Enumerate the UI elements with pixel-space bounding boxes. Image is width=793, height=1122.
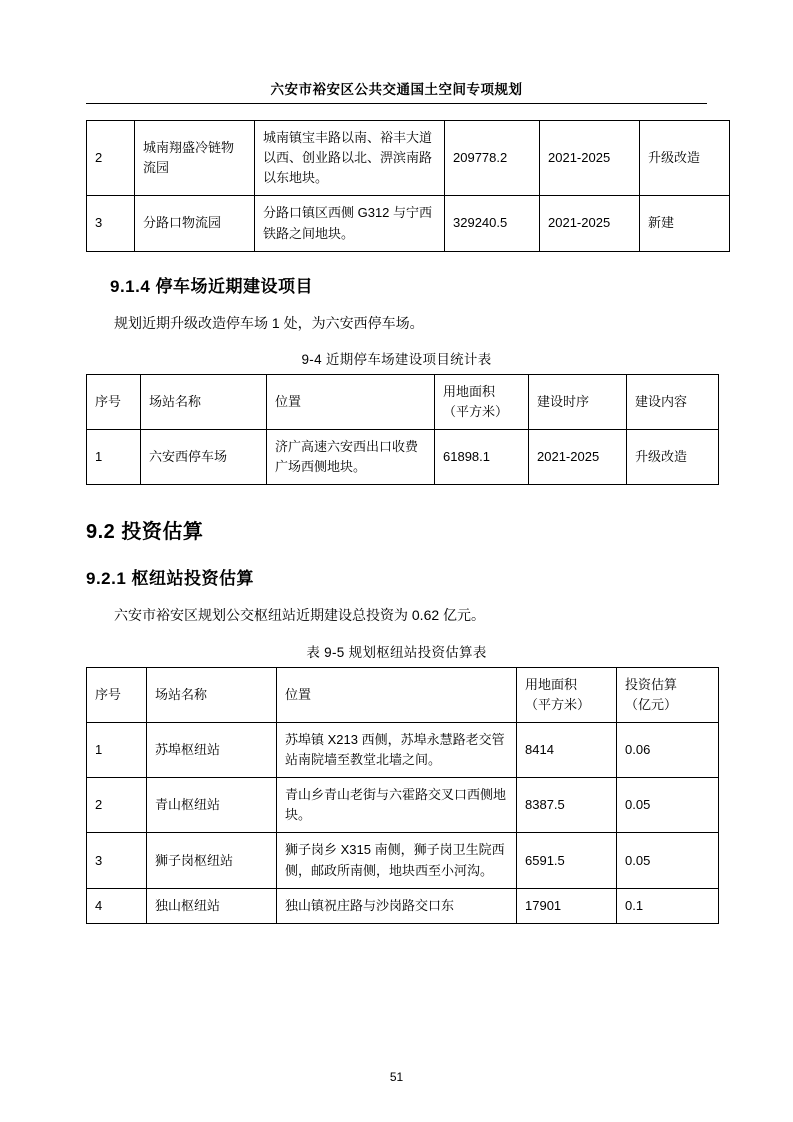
cell-location: 独山镇祝庄路与沙岗路交口东 [277,888,517,923]
cell-area: 8414 [517,722,617,777]
table-row [87,121,730,196]
page-header: 六安市裕安区公共交通国土空间专项规划 [86,78,707,104]
cell-location: 青山乡青山老街与六霍路交叉口西侧地块。 [277,778,517,833]
cell-name: 独山枢纽站 [147,888,277,923]
col-area-line2: （平方米） [525,696,591,712]
cell-invest: 0.05 [617,778,719,833]
col-name: 场站名称 [147,667,277,722]
cell-invest: 0.1 [617,888,719,923]
cell-area: 329240.5 [445,196,540,251]
table-header-row [87,374,719,429]
table-row [87,778,719,833]
paragraph-hub-investment-intro: 六安市裕安区规划公交枢纽站近期建设总投资为 0.62 亿元。 [114,607,486,624]
cell-area: 17901 [517,888,617,923]
header-spacer [86,104,707,120]
col-area [517,667,617,722]
table-logistics-projects-continued [86,120,730,252]
cell-name: 青山枢纽站 [147,778,277,833]
cell-name: 分路口物流园 [135,196,255,251]
cell-content: 升级改造 [627,430,719,485]
col-area-line2: （平方米） [443,404,509,420]
section-heading-9-2: 9.2 投资估算 [86,521,204,544]
cell-content: 新建 [640,196,730,251]
cell-location: 城南镇宝丰路以南、裕丰大道以西、创业路以北、淠滨南路以东地块。 [255,121,445,196]
table-caption-9-5: 表 9-5 规划枢纽站投资估算表 [306,644,487,660]
cell-name: 狮子岗枢纽站 [147,833,277,888]
col-invest-line2: （亿元） [625,696,678,712]
table-header-row [87,667,719,722]
col-location: 位置 [277,667,517,722]
cell-period: 2021-2025 [540,121,640,196]
cell-location: 分路口镇区西侧 G312 与宁西铁路之间地块。 [255,196,445,251]
col-name: 场站名称 [141,374,267,429]
col-content: 建设内容 [627,374,719,429]
cell-area: 61898.1 [435,430,529,485]
page-number: 51 [389,1070,404,1084]
cell-area: 8387.5 [517,778,617,833]
table-row [87,722,719,777]
cell-name: 六安西停车场 [141,430,267,485]
cell-no: 3 [87,196,135,251]
section-heading-9-1-4: 9.1.4 停车场近期建设项目 [110,276,314,296]
table-row [87,196,730,251]
cell-no: 3 [87,833,147,888]
cell-invest: 0.06 [617,722,719,777]
table-hub-investment [86,667,719,924]
cell-no: 1 [87,722,147,777]
cell-name: 城南翔盛冷链物流园 [135,121,255,196]
col-no: 序号 [87,667,147,722]
cell-no: 2 [87,778,147,833]
cell-no: 4 [87,888,147,923]
cell-location: 苏埠镇 X213 西侧，苏埠永慧路老交管站南院墙至教堂北墙之间。 [277,722,517,777]
col-location: 位置 [267,374,435,429]
table-parking-projects [86,374,719,486]
col-period: 建设时序 [529,374,627,429]
table-row [87,888,719,923]
cell-no: 2 [87,121,135,196]
table-caption-9-4: 9-4 近期停车场建设项目统计表 [301,351,492,367]
cell-period: 2021-2025 [540,196,640,251]
table-row [87,833,719,888]
cell-content: 升级改造 [640,121,730,196]
cell-area: 6591.5 [517,833,617,888]
col-invest-line1: 投资估算 [625,676,678,692]
col-area-line1: 用地面积 [525,676,578,692]
cell-no: 1 [87,430,141,485]
cell-invest: 0.05 [617,833,719,888]
cell-name: 苏埠枢纽站 [147,722,277,777]
col-area-line1: 用地面积 [443,383,496,399]
col-area [435,374,529,429]
cell-location: 济广高速六安西出口收费广场西侧地块。 [267,430,435,485]
col-no: 序号 [87,374,141,429]
cell-location: 狮子岗乡 X315 南侧，狮子岗卫生院西侧，邮政所南侧，地块西至小河沟。 [277,833,517,888]
cell-period: 2021-2025 [529,430,627,485]
cell-area: 209778.2 [445,121,540,196]
paragraph-parking-intro: 规划近期升级改造停车场 1 处，为六安西停车场。 [114,314,424,331]
col-invest [617,667,719,722]
section-heading-9-2-1: 9.2.1 枢纽站投资估算 [86,569,255,589]
table-row [87,430,719,485]
